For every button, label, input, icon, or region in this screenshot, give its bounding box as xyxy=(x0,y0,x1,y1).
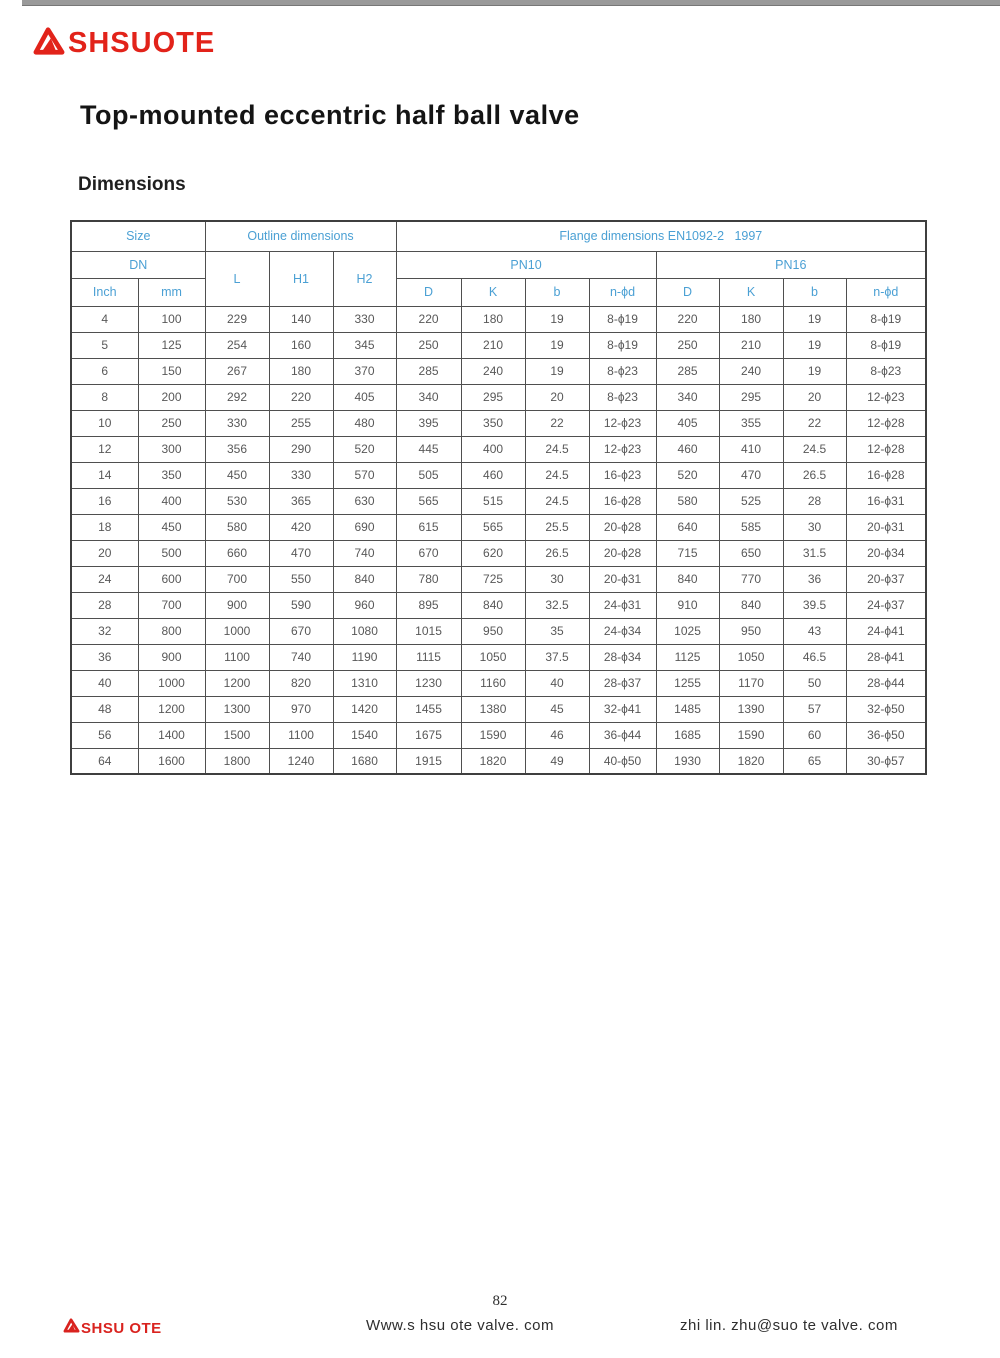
table-cell: 1455 xyxy=(396,696,461,722)
table-cell: 1680 xyxy=(333,748,396,774)
table-cell: 150 xyxy=(138,358,205,384)
table-row xyxy=(71,696,926,722)
table-cell: 180 xyxy=(269,358,333,384)
table-cell: 770 xyxy=(719,566,783,592)
table-cell: 20-ϕ31 xyxy=(846,514,926,540)
table-cell: 1240 xyxy=(269,748,333,774)
table-row xyxy=(71,332,926,358)
header-pn10: PN10 xyxy=(396,251,656,278)
footer-website: Www.s hsu ote valve. com xyxy=(366,1317,554,1334)
table-cell: 65 xyxy=(783,748,846,774)
table-cell: 1380 xyxy=(461,696,525,722)
table-cell: 600 xyxy=(138,566,205,592)
footer-logo-text: SHSU OTE xyxy=(81,1319,162,1337)
table-cell: 20-ϕ28 xyxy=(589,514,656,540)
table-cell: 1160 xyxy=(461,670,525,696)
table-cell: 356 xyxy=(205,436,269,462)
table-cell: 340 xyxy=(396,384,461,410)
table-cell: 43 xyxy=(783,618,846,644)
table-cell: 32-ϕ50 xyxy=(846,696,926,722)
table-cell: 20 xyxy=(783,384,846,410)
table-cell: 370 xyxy=(333,358,396,384)
table-cell: 740 xyxy=(333,540,396,566)
table-cell: 18 xyxy=(71,514,138,540)
table-cell: 840 xyxy=(719,592,783,618)
brand-logo-text: SHSUOTE xyxy=(68,27,216,59)
table-cell: 820 xyxy=(269,670,333,696)
table-cell: 20 xyxy=(71,540,138,566)
header-row-columns xyxy=(71,278,926,306)
table-cell: 12-ϕ23 xyxy=(589,410,656,436)
table-cell: 330 xyxy=(205,410,269,436)
table-cell: 100 xyxy=(138,306,205,332)
table-cell: 64 xyxy=(71,748,138,774)
table-cell: 355 xyxy=(719,410,783,436)
table-cell: 840 xyxy=(461,592,525,618)
table-cell: 12-ϕ28 xyxy=(846,436,926,462)
table-cell: 1125 xyxy=(656,644,719,670)
table-cell: 30 xyxy=(783,514,846,540)
table-cell: 470 xyxy=(269,540,333,566)
table-cell: 4 xyxy=(71,306,138,332)
table-cell: 405 xyxy=(333,384,396,410)
table-cell: 292 xyxy=(205,384,269,410)
header-l: L xyxy=(205,251,269,306)
table-header xyxy=(71,221,926,306)
table-cell: 26.5 xyxy=(783,462,846,488)
table-cell: 30-ϕ57 xyxy=(846,748,926,774)
table-cell: 180 xyxy=(719,306,783,332)
header-pn16: PN16 xyxy=(656,251,926,278)
table-row xyxy=(71,462,926,488)
table-cell: 36-ϕ44 xyxy=(589,722,656,748)
header-inch: Inch xyxy=(71,278,138,306)
table-cell: 6 xyxy=(71,358,138,384)
table-cell: 37.5 xyxy=(525,644,589,670)
table-cell: 36 xyxy=(783,566,846,592)
table-cell: 56 xyxy=(71,722,138,748)
table-cell: 39.5 xyxy=(783,592,846,618)
table-cell: 1485 xyxy=(656,696,719,722)
page-title: Top-mounted eccentric half ball valve xyxy=(80,100,580,130)
table-cell: 345 xyxy=(333,332,396,358)
table-cell: 470 xyxy=(719,462,783,488)
table-cell: 16-ϕ28 xyxy=(589,488,656,514)
header-pn10-k: K xyxy=(461,278,525,306)
table-cell: 46.5 xyxy=(783,644,846,670)
table-cell: 840 xyxy=(333,566,396,592)
table-row xyxy=(71,644,926,670)
table-cell: 160 xyxy=(269,332,333,358)
table-cell: 660 xyxy=(205,540,269,566)
table-cell: 49 xyxy=(525,748,589,774)
table-cell: 500 xyxy=(138,540,205,566)
table-row xyxy=(71,748,926,774)
table-cell: 19 xyxy=(525,306,589,332)
table-cell: 32.5 xyxy=(525,592,589,618)
table-cell: 910 xyxy=(656,592,719,618)
table-cell: 285 xyxy=(396,358,461,384)
table-cell: 565 xyxy=(461,514,525,540)
table-cell: 50 xyxy=(783,670,846,696)
table-cell: 8 xyxy=(71,384,138,410)
table-cell: 40 xyxy=(525,670,589,696)
table-cell: 255 xyxy=(269,410,333,436)
table-cell: 19 xyxy=(783,306,846,332)
table-cell: 16-ϕ23 xyxy=(589,462,656,488)
table-cell: 365 xyxy=(269,488,333,514)
table-row xyxy=(71,540,926,566)
table-cell: 24-ϕ34 xyxy=(589,618,656,644)
table-cell: 210 xyxy=(461,332,525,358)
table-cell: 950 xyxy=(719,618,783,644)
table-cell: 1170 xyxy=(719,670,783,696)
table-cell: 250 xyxy=(138,410,205,436)
table-cell: 210 xyxy=(719,332,783,358)
header-pn16-b: b xyxy=(783,278,846,306)
table-cell: 8-ϕ19 xyxy=(846,332,926,358)
table-cell: 1390 xyxy=(719,696,783,722)
table-cell: 16-ϕ28 xyxy=(846,462,926,488)
table-cell: 19 xyxy=(525,358,589,384)
header-pn16-k: K xyxy=(719,278,783,306)
table-cell: 24.5 xyxy=(783,436,846,462)
table-cell: 330 xyxy=(269,462,333,488)
table-cell: 140 xyxy=(269,306,333,332)
table-cell: 267 xyxy=(205,358,269,384)
table-cell: 1590 xyxy=(461,722,525,748)
table-cell: 200 xyxy=(138,384,205,410)
table-cell: 19 xyxy=(783,332,846,358)
table-row xyxy=(71,514,926,540)
table-cell: 240 xyxy=(461,358,525,384)
section-heading-dimensions: Dimensions xyxy=(78,174,186,195)
table-cell: 1540 xyxy=(333,722,396,748)
table-cell: 25.5 xyxy=(525,514,589,540)
table-cell: 1930 xyxy=(656,748,719,774)
table-cell: 30 xyxy=(525,566,589,592)
table-cell: 620 xyxy=(461,540,525,566)
table-cell: 1310 xyxy=(333,670,396,696)
table-cell: 840 xyxy=(656,566,719,592)
table-row xyxy=(71,358,926,384)
table-cell: 1255 xyxy=(656,670,719,696)
table-cell: 36 xyxy=(71,644,138,670)
table-cell: 460 xyxy=(461,462,525,488)
table-cell: 31.5 xyxy=(783,540,846,566)
table-cell: 229 xyxy=(205,306,269,332)
table-cell: 350 xyxy=(461,410,525,436)
table-cell: 1050 xyxy=(719,644,783,670)
table-cell: 26.5 xyxy=(525,540,589,566)
table-cell: 580 xyxy=(656,488,719,514)
table-cell: 19 xyxy=(783,358,846,384)
brand-triangle-icon xyxy=(32,26,66,61)
table-cell: 14 xyxy=(71,462,138,488)
table-cell: 48 xyxy=(71,696,138,722)
header-flange-dimensions: Flange dimensions EN1092-2 1997 xyxy=(396,221,926,251)
table-cell: 1420 xyxy=(333,696,396,722)
table-cell: 1200 xyxy=(205,670,269,696)
table-cell: 22 xyxy=(783,410,846,436)
table-cell: 1600 xyxy=(138,748,205,774)
table-row xyxy=(71,592,926,618)
table-cell: 46 xyxy=(525,722,589,748)
table-cell: 40-ϕ50 xyxy=(589,748,656,774)
header-h2: H2 xyxy=(333,251,396,306)
header-pn10-nphid: n-ϕd xyxy=(589,278,656,306)
table-cell: 1015 xyxy=(396,618,461,644)
table-cell: 24-ϕ37 xyxy=(846,592,926,618)
table-cell: 8-ϕ19 xyxy=(846,306,926,332)
table-cell: 520 xyxy=(333,436,396,462)
header-pn10-b: b xyxy=(525,278,589,306)
table-cell: 1025 xyxy=(656,618,719,644)
table-cell: 615 xyxy=(396,514,461,540)
table-row xyxy=(71,618,926,644)
table-cell: 400 xyxy=(461,436,525,462)
table-row xyxy=(71,436,926,462)
table-cell: 585 xyxy=(719,514,783,540)
table-cell: 550 xyxy=(269,566,333,592)
header-dn: DN xyxy=(71,251,205,278)
table-cell: 1230 xyxy=(396,670,461,696)
table-cell: 340 xyxy=(656,384,719,410)
table-cell: 40 xyxy=(71,670,138,696)
table-cell: 530 xyxy=(205,488,269,514)
table-cell: 520 xyxy=(656,462,719,488)
table-cell: 900 xyxy=(138,644,205,670)
table-cell: 670 xyxy=(269,618,333,644)
table-cell: 670 xyxy=(396,540,461,566)
table-cell: 24.5 xyxy=(525,488,589,514)
table-cell: 220 xyxy=(269,384,333,410)
table-cell: 590 xyxy=(269,592,333,618)
table-cell: 22 xyxy=(525,410,589,436)
table-cell: 20-ϕ37 xyxy=(846,566,926,592)
table-cell: 180 xyxy=(461,306,525,332)
table-row xyxy=(71,566,926,592)
table-cell: 8-ϕ19 xyxy=(589,332,656,358)
table-cell: 35 xyxy=(525,618,589,644)
table-cell: 395 xyxy=(396,410,461,436)
table-cell: 715 xyxy=(656,540,719,566)
table-cell: 24.5 xyxy=(525,462,589,488)
table-cell: 24-ϕ31 xyxy=(589,592,656,618)
footer-email: zhi lin. zhu@suo te valve. com xyxy=(680,1317,898,1334)
table-row xyxy=(71,410,926,436)
header-row-subgroups xyxy=(71,251,926,278)
table-cell: 1100 xyxy=(269,722,333,748)
table-cell: 20-ϕ31 xyxy=(589,566,656,592)
table-cell: 445 xyxy=(396,436,461,462)
table-cell: 45 xyxy=(525,696,589,722)
table-cell: 12 xyxy=(71,436,138,462)
table-cell: 1300 xyxy=(205,696,269,722)
table-cell: 60 xyxy=(783,722,846,748)
table-cell: 1820 xyxy=(461,748,525,774)
table-cell: 515 xyxy=(461,488,525,514)
header-h1: H1 xyxy=(269,251,333,306)
table-cell: 57 xyxy=(783,696,846,722)
table-cell: 450 xyxy=(205,462,269,488)
header-pn10-d: D xyxy=(396,278,461,306)
table-cell: 16 xyxy=(71,488,138,514)
table-cell: 28-ϕ37 xyxy=(589,670,656,696)
table-cell: 28-ϕ34 xyxy=(589,644,656,670)
table-cell: 350 xyxy=(138,462,205,488)
table-cell: 580 xyxy=(205,514,269,540)
table-cell: 400 xyxy=(138,488,205,514)
table-cell: 8-ϕ23 xyxy=(846,358,926,384)
table-cell: 220 xyxy=(396,306,461,332)
table-cell: 1200 xyxy=(138,696,205,722)
table-cell: 285 xyxy=(656,358,719,384)
table-cell: 405 xyxy=(656,410,719,436)
table-cell: 450 xyxy=(138,514,205,540)
table-cell: 460 xyxy=(656,436,719,462)
table-cell: 725 xyxy=(461,566,525,592)
table-cell: 28-ϕ44 xyxy=(846,670,926,696)
table-cell: 1100 xyxy=(205,644,269,670)
table-cell: 8-ϕ23 xyxy=(589,358,656,384)
table-cell: 1000 xyxy=(205,618,269,644)
table-cell: 410 xyxy=(719,436,783,462)
table-cell: 800 xyxy=(138,618,205,644)
header-mm: mm xyxy=(138,278,205,306)
table-cell: 570 xyxy=(333,462,396,488)
table-cell: 20-ϕ34 xyxy=(846,540,926,566)
page-top-divider xyxy=(22,0,1000,6)
table-cell: 240 xyxy=(719,358,783,384)
table-cell: 10 xyxy=(71,410,138,436)
table-cell: 19 xyxy=(525,332,589,358)
table-cell: 12-ϕ23 xyxy=(846,384,926,410)
table-cell: 125 xyxy=(138,332,205,358)
table-cell: 300 xyxy=(138,436,205,462)
table-cell: 1820 xyxy=(719,748,783,774)
table-cell: 250 xyxy=(396,332,461,358)
table-cell: 20-ϕ28 xyxy=(589,540,656,566)
table-cell: 1915 xyxy=(396,748,461,774)
page-footer xyxy=(0,1317,1000,1341)
table-cell: 1400 xyxy=(138,722,205,748)
table-cell: 1000 xyxy=(138,670,205,696)
table-cell: 20 xyxy=(525,384,589,410)
table-cell: 1050 xyxy=(461,644,525,670)
table-cell: 250 xyxy=(656,332,719,358)
table-cell: 28 xyxy=(71,592,138,618)
header-size: Size xyxy=(71,221,205,251)
table-cell: 525 xyxy=(719,488,783,514)
table-cell: 5 xyxy=(71,332,138,358)
page-number: 82 xyxy=(492,1293,508,1309)
table-cell: 32 xyxy=(71,618,138,644)
table-cell: 895 xyxy=(396,592,461,618)
table-cell: 330 xyxy=(333,306,396,332)
table-cell: 970 xyxy=(269,696,333,722)
table-cell: 1115 xyxy=(396,644,461,670)
table-cell: 1800 xyxy=(205,748,269,774)
table-cell: 1190 xyxy=(333,644,396,670)
table-cell: 690 xyxy=(333,514,396,540)
table-cell: 28 xyxy=(783,488,846,514)
table-cell: 630 xyxy=(333,488,396,514)
header-outline-dimensions: Outline dimensions xyxy=(205,221,396,251)
table-cell: 24-ϕ41 xyxy=(846,618,926,644)
table-cell: 24.5 xyxy=(525,436,589,462)
table-cell: 8-ϕ19 xyxy=(589,306,656,332)
brand-logo xyxy=(32,26,215,61)
table-cell: 900 xyxy=(205,592,269,618)
table-row xyxy=(71,384,926,410)
table-cell: 12-ϕ28 xyxy=(846,410,926,436)
table-body xyxy=(71,306,926,774)
table-cell: 1080 xyxy=(333,618,396,644)
table-cell: 480 xyxy=(333,410,396,436)
table-cell: 28-ϕ41 xyxy=(846,644,926,670)
table-cell: 950 xyxy=(461,618,525,644)
table-row xyxy=(71,306,926,332)
table-cell: 1500 xyxy=(205,722,269,748)
table-cell: 1590 xyxy=(719,722,783,748)
header-row-groups xyxy=(71,221,926,251)
table-cell: 700 xyxy=(138,592,205,618)
table-row xyxy=(71,670,926,696)
table-cell: 220 xyxy=(656,306,719,332)
dimensions-table xyxy=(70,220,927,775)
header-pn16-nphid: n-ϕd xyxy=(846,278,926,306)
table-cell: 295 xyxy=(461,384,525,410)
table-cell: 740 xyxy=(269,644,333,670)
table-cell: 650 xyxy=(719,540,783,566)
table-cell: 420 xyxy=(269,514,333,540)
table-cell: 290 xyxy=(269,436,333,462)
table-cell: 8-ϕ23 xyxy=(589,384,656,410)
table-cell: 254 xyxy=(205,332,269,358)
table-cell: 565 xyxy=(396,488,461,514)
table-cell: 1675 xyxy=(396,722,461,748)
table-row xyxy=(71,488,926,514)
table-cell: 36-ϕ50 xyxy=(846,722,926,748)
table-cell: 505 xyxy=(396,462,461,488)
table-cell: 12-ϕ23 xyxy=(589,436,656,462)
table-cell: 700 xyxy=(205,566,269,592)
table-cell: 32-ϕ41 xyxy=(589,696,656,722)
table-cell: 24 xyxy=(71,566,138,592)
table-cell: 295 xyxy=(719,384,783,410)
table-cell: 1685 xyxy=(656,722,719,748)
table-cell: 960 xyxy=(333,592,396,618)
table-cell: 16-ϕ31 xyxy=(846,488,926,514)
header-pn16-d: D xyxy=(656,278,719,306)
table-cell: 640 xyxy=(656,514,719,540)
table-cell: 780 xyxy=(396,566,461,592)
table-row xyxy=(71,722,926,748)
